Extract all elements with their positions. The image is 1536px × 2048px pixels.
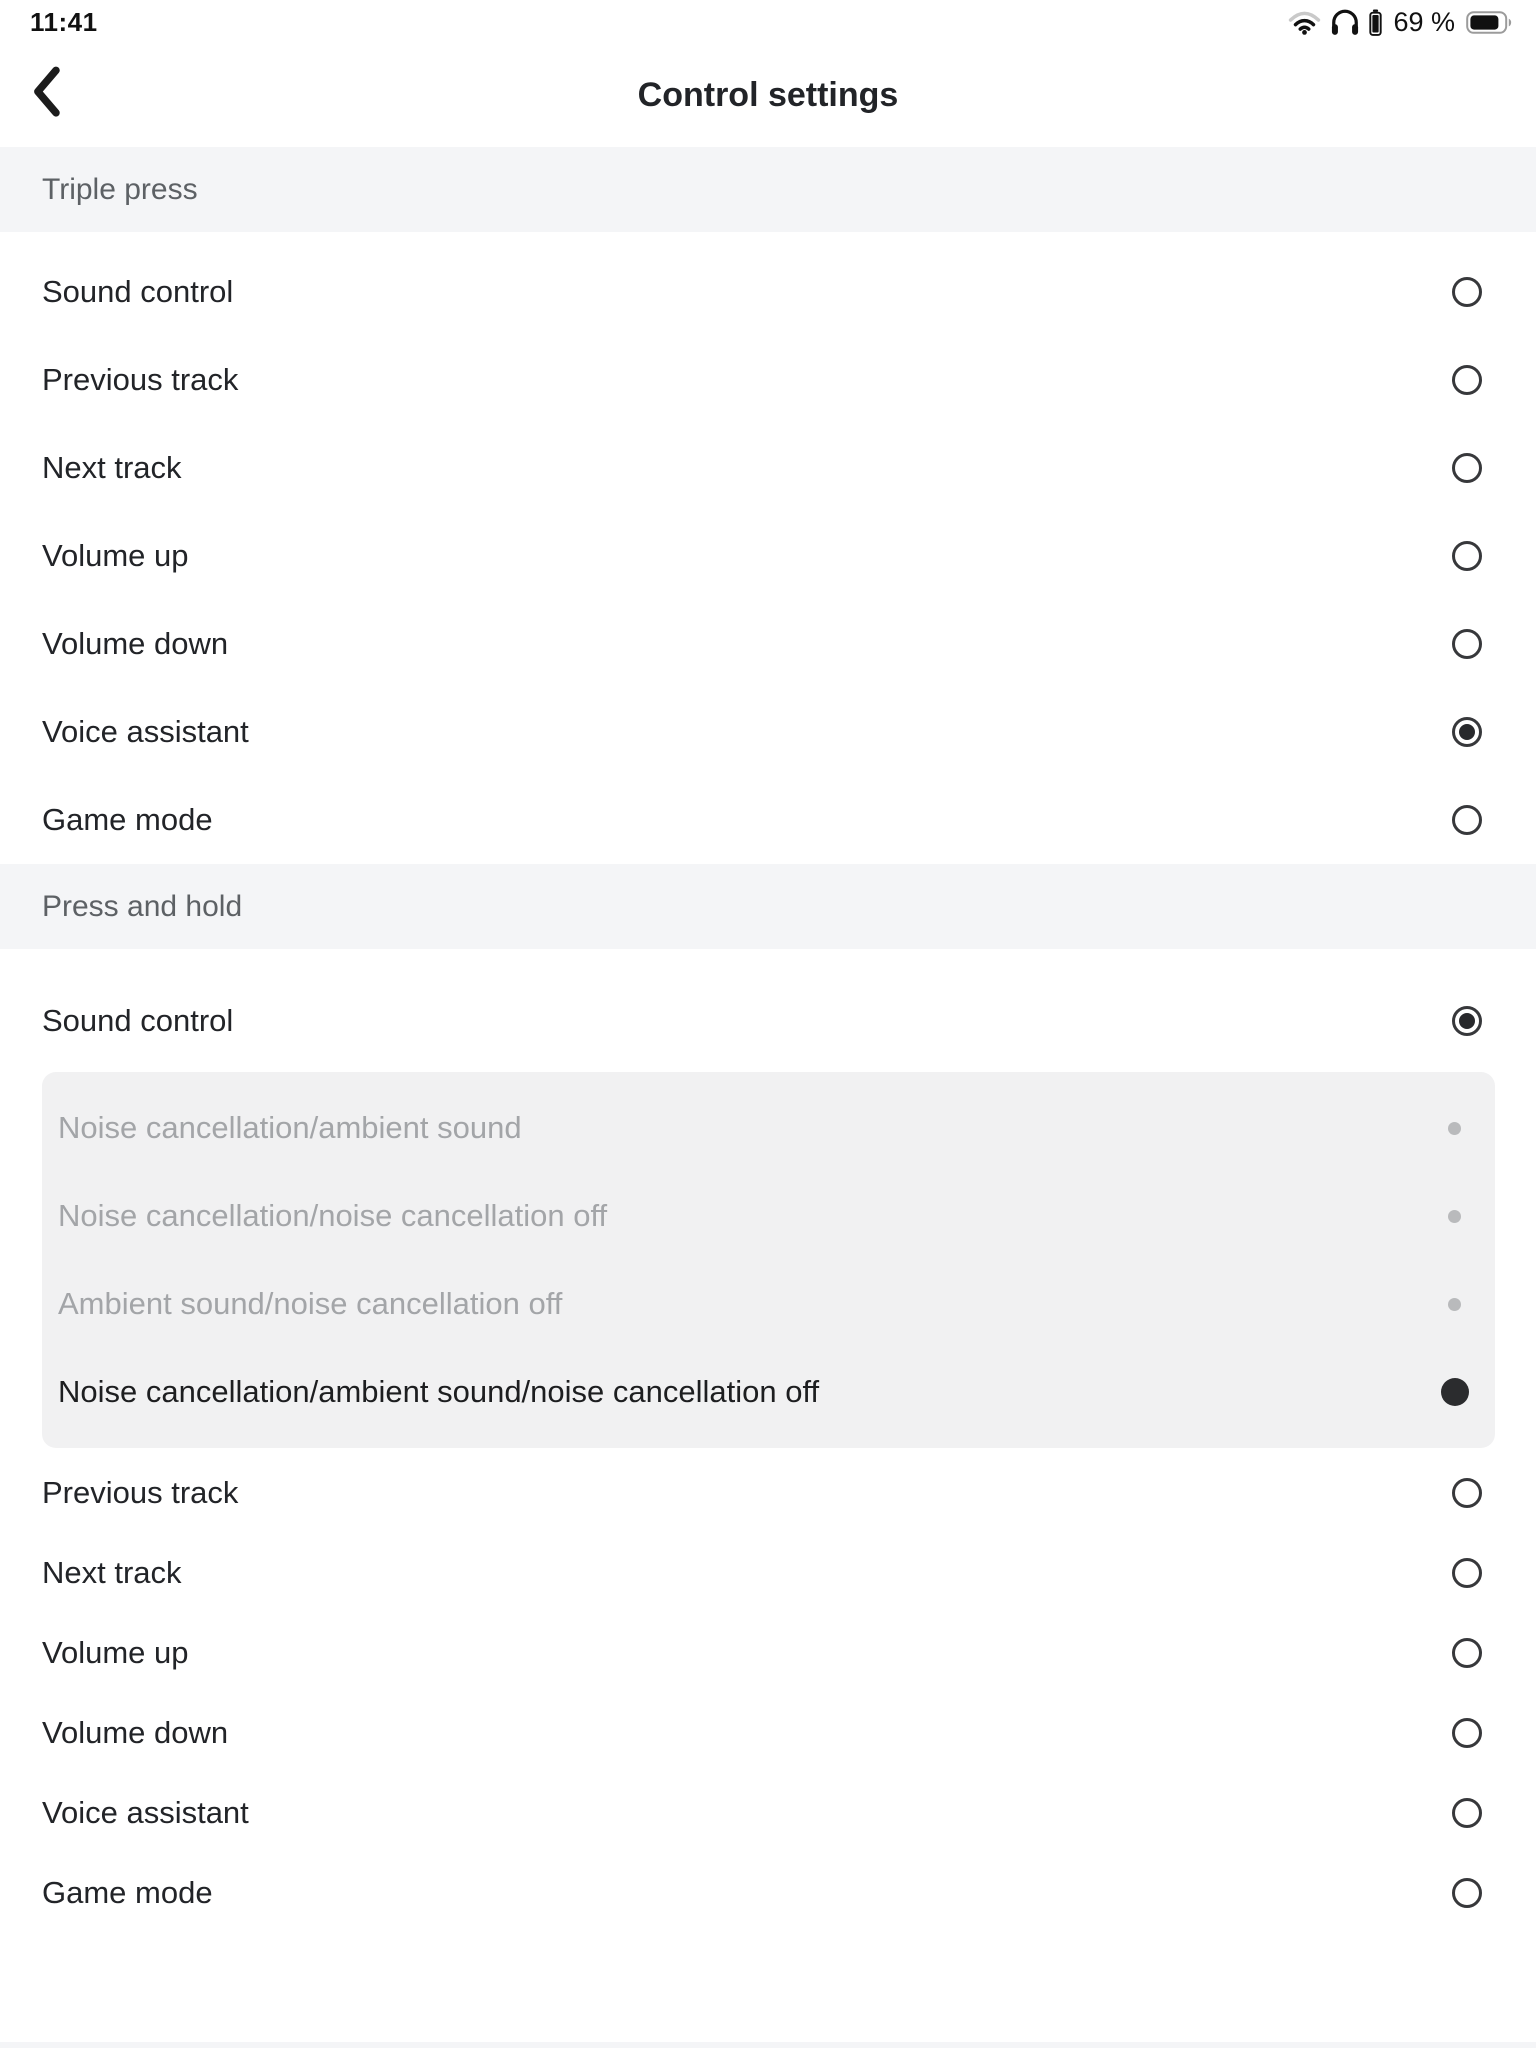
option-row-next-track[interactable] [0, 424, 1536, 512]
chevron-left-icon [31, 66, 61, 121]
back-button[interactable] [22, 63, 70, 123]
section-header [0, 147, 1536, 232]
option-row-volume-down[interactable] [0, 600, 1536, 688]
sub-option-dot [1448, 1122, 1461, 1135]
option-row-sound-control[interactable] [0, 248, 1536, 336]
status-time: 11:41 [30, 6, 98, 37]
radio-button[interactable] [1452, 1798, 1482, 1828]
option-row-game-mode[interactable] [0, 1853, 1536, 1933]
radio-button[interactable] [1452, 1638, 1482, 1668]
option-label: Next track [42, 1555, 182, 1590]
status-bar [0, 0, 1536, 44]
option-label: Sound control [42, 274, 234, 309]
option-label: Volume down [42, 1715, 229, 1750]
option-label: Voice assistant [42, 714, 249, 749]
option-label: Voice assistant [42, 1795, 249, 1830]
option-label: Volume up [42, 538, 189, 573]
settings-list [0, 147, 1536, 1933]
radio-button[interactable] [1452, 541, 1482, 571]
sub-option-label: Noise cancellation/noise cancellation off [58, 1198, 608, 1233]
option-row-game-mode[interactable] [0, 776, 1536, 864]
option-label: Previous track [42, 362, 239, 397]
radio-button[interactable] [1452, 717, 1482, 747]
option-label: Volume down [42, 626, 229, 661]
battery-icon [1466, 11, 1512, 34]
radio-button[interactable] [1452, 629, 1482, 659]
radio-button[interactable] [1452, 365, 1482, 395]
radio-button[interactable] [1452, 1006, 1482, 1036]
option-row-volume-up[interactable] [0, 512, 1536, 600]
radio-button[interactable] [1452, 1478, 1482, 1508]
header [0, 44, 1536, 147]
option-row-volume-down[interactable] [0, 1693, 1536, 1773]
status-icons [1288, 7, 1512, 38]
radio-button[interactable] [1452, 805, 1482, 835]
section-items [0, 232, 1536, 864]
option-label: Sound control [42, 1003, 234, 1038]
sub-option-label: Noise cancellation/ambient sound [58, 1110, 522, 1145]
option-label: Volume up [42, 1635, 189, 1670]
option-label: Game mode [42, 1875, 213, 1910]
option-row-previous-track[interactable] [0, 1453, 1536, 1533]
option-row-previous-track[interactable] [0, 336, 1536, 424]
option-row-voice-assistant[interactable] [0, 1773, 1536, 1853]
option-row-voice-assistant[interactable] [0, 688, 1536, 776]
sub-option-label: Noise cancellation/ambient sound/noise cancellation off [58, 1374, 820, 1409]
section-label: Press and hold [42, 889, 243, 923]
battery-percentage: 69 % [1393, 6, 1455, 37]
page-title: Control settings [637, 76, 899, 114]
option-label: Previous track [42, 1475, 239, 1510]
radio-button[interactable] [1452, 1878, 1482, 1908]
section-header [0, 864, 1536, 949]
option-row-volume-up[interactable] [0, 1613, 1536, 1693]
section-items [0, 949, 1536, 1933]
sub-option-row[interactable] [42, 1172, 1495, 1260]
option-row-sound-control[interactable] [0, 977, 1536, 1065]
sub-option-row[interactable] [42, 1260, 1495, 1348]
sub-option-dot [1441, 1378, 1469, 1406]
sub-option-row[interactable] [42, 1348, 1495, 1436]
sub-option-dot [1448, 1298, 1461, 1311]
wifi-icon [1288, 10, 1321, 35]
radio-button[interactable] [1452, 1718, 1482, 1748]
option-row-next-track[interactable] [0, 1533, 1536, 1613]
settings-section [0, 864, 1536, 1933]
sound-control-sub-options-panel [42, 1072, 1495, 1448]
sub-option-row[interactable] [42, 1084, 1495, 1172]
radio-button[interactable] [1452, 277, 1482, 307]
sub-option-label: Ambient sound/noise cancellation off [58, 1286, 563, 1321]
headphones-icon [1330, 8, 1360, 37]
option-label: Game mode [42, 802, 213, 837]
radio-button[interactable] [1452, 1558, 1482, 1588]
settings-section [0, 147, 1536, 864]
next-section-divider [0, 2042, 1536, 2048]
headset-battery-icon [1369, 9, 1382, 36]
radio-button[interactable] [1452, 453, 1482, 483]
sub-option-dot [1448, 1210, 1461, 1223]
section-label: Triple press [42, 172, 198, 206]
option-label: Next track [42, 450, 182, 485]
